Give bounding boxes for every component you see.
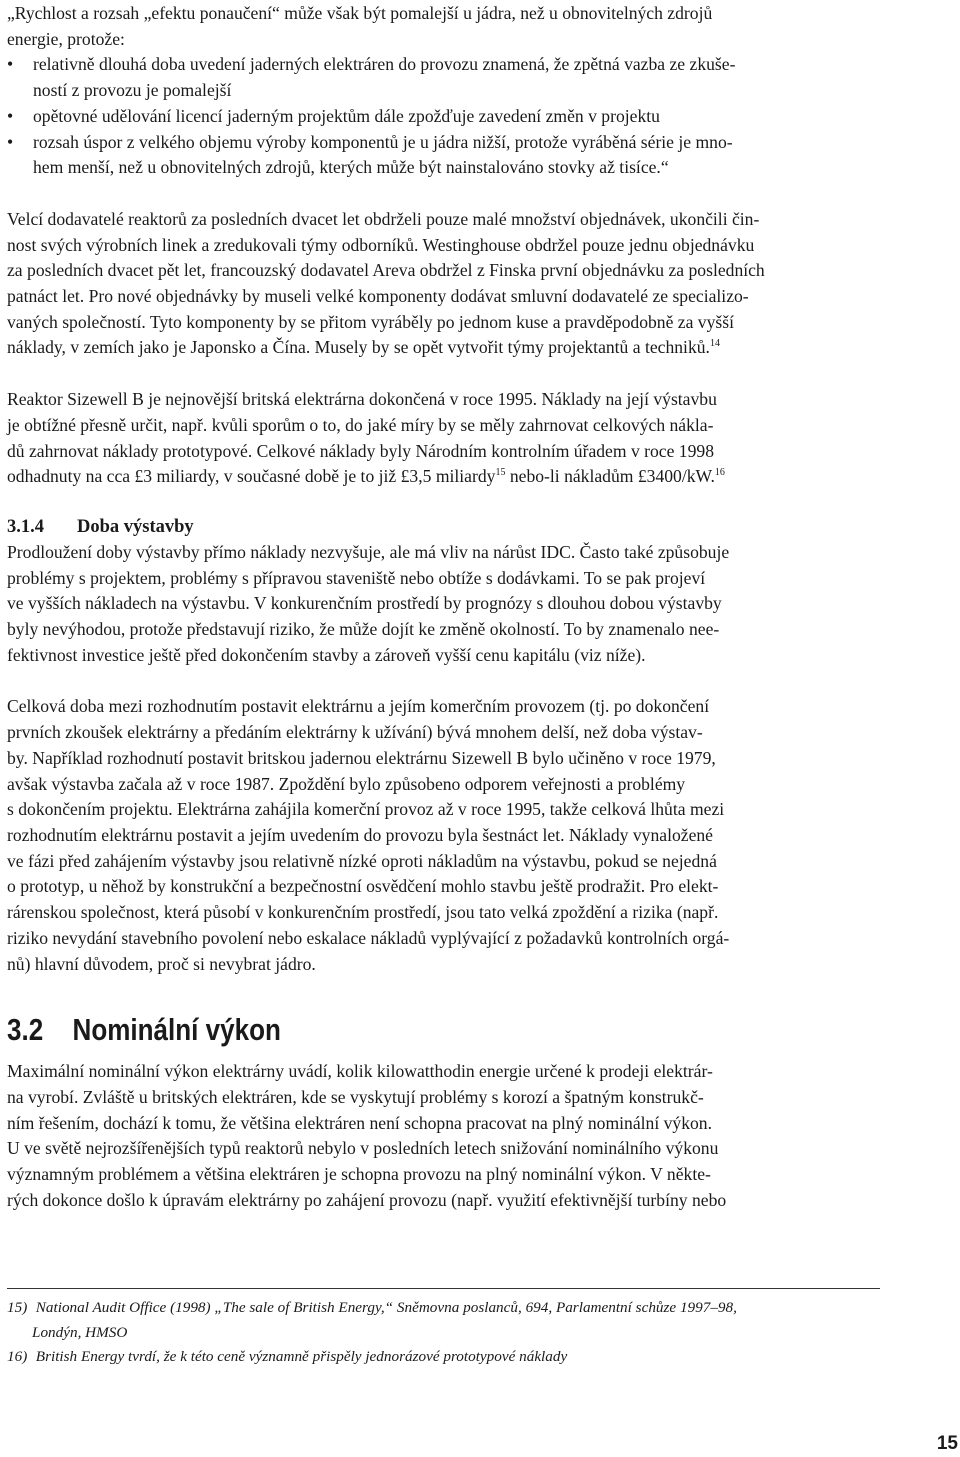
text-line: ním řešením, dochází k tomu, že většina elektráren není schopna pracovat na plný nominální výkon. [7, 1112, 713, 1133]
text-fragment: náklady, v zemích jako je Japonsko a Čína. Musely by se opět vytvořit týmy projektantů a techniků. [7, 337, 710, 358]
text-line: významným problémem a většina elektráren je schopna provozu na plný nominální výkon. V někte- [7, 1164, 711, 1185]
section-number: 3.1.4 [7, 516, 44, 537]
text-line: o prototyp, u něhož by konstrukční a bezpečnostní osvědčení mohlo stavbu ještě prodražit. Pro elekt- [7, 876, 719, 897]
quote-intro: „Rychlost a rozsah „efektu ponaučení“ může však být pomalejší u jádra, než u obnovitelných zdrojů [7, 3, 713, 23]
footnote-ref: 14 [709, 338, 720, 350]
text-line: Maximální nominální výkon elektrárny uvádí, kolik kilowatthodin energie určené k prodeji elektrár- [7, 1061, 713, 1082]
quote-intro-cont: energie, protože: [7, 28, 125, 49]
page-body [7, 0, 883, 1213]
text-line: by. Například rozhodnutí postavit britskou jadernou elektrárnu Sizewell B bylo učiněno v roce 1979, [7, 747, 716, 768]
bullet-text: rozsah úspor z velkého objemu výroby komponentů je u jádra nižší, protože vyráběná série je mno- [33, 131, 733, 152]
footnote-15 [7, 1296, 887, 1321]
footnotes [7, 1296, 887, 1370]
section-title: Nominální výkon [72, 1012, 281, 1048]
footnote-ref-16: 16 [714, 467, 725, 479]
footnote-16 [7, 1345, 887, 1370]
paragraph-sizewell [7, 387, 883, 490]
text-line: nů) hlavní důvodem, proč si nevybrat jádro. [7, 953, 316, 974]
text-fragment: odhadnuty na cca £3 miliardy, v současné době je to již £3,5 miliardy [7, 466, 496, 487]
paragraph-total-time [7, 694, 883, 977]
quote-bullet [7, 104, 883, 130]
text-line: za posledních dvacet pět let, francouzský dodavatel Areva obdržel z Finska první objednávku za posledních [7, 260, 765, 281]
text-line: byly nevýhodou, protože představují riziko, že může dojít ke změně okolností. To by znamenalo nee- [7, 619, 720, 640]
bullet-icon: • [7, 54, 14, 75]
text-line: avšak výstavba začala až v roce 1987. Zpoždění bylo způsobeno odporem veřejnosti a problémy [7, 773, 686, 794]
bullet-text: opětovné udělování licencí jaderným projektům dále zpožďuje zavedení změn v projektu [33, 105, 660, 126]
text-line: na vyrobí. Zvláště u britských elektráren, kde se vyskytují problémy s korozí a špatným konstrukč- [7, 1086, 704, 1107]
footnote-text-cont: Londýn, HMSO [32, 1323, 128, 1341]
section-number: 3.2 [7, 1012, 44, 1048]
bullet-icon: • [7, 131, 14, 152]
text-line: ve vyšších nákladech na výstavbu. V konkurenčním prostředí by prognózy s dlouhou dobou výstavby [7, 593, 722, 614]
section-title: Doba výstavby [77, 516, 194, 537]
text-line: rárenskou společnost, která působí v konkurenčním prostředí, jsou tato velká zpoždění a rizika (např. [7, 902, 719, 923]
text-fragment: nebo-li nákladům £3400/kW. [505, 466, 715, 487]
text-line [7, 464, 883, 490]
paragraph-nominal-power [7, 1059, 883, 1213]
section-heading-3-1-4 [7, 514, 883, 540]
text-line: nost svých výrobních linek a zredukovali týmy odborníků. Westinghouse obdržel pouze jednu objednávku [7, 234, 755, 255]
section-heading-3-2 [7, 1011, 743, 1049]
text-line: je obtížné přesně určit, např. kvůli sporům o to, do jaké míry by se měly zahrnovat celkových nákla- [7, 414, 714, 435]
text-line: U ve světě nejrozšířenějších typů reaktorů nebylo v posledních letech snižování nominálního výkonu [7, 1138, 719, 1159]
text-line: ve fázi před zahájením výstavby jsou relativně nízké oproti nákladům na výstavbu, pokud se nejedná [7, 850, 717, 871]
text-line: rých dokonce došlo k úpravám elektrárny po zahájení provozu (např. využití efektivnější turbíny nebo [7, 1189, 727, 1210]
text-line: fektivnost investice ještě před dokončením stavby a zároveň vyšší cenu kapitálu (viz níže). [7, 644, 646, 665]
text-line: dů zahrnovat náklady prototypové. Celkové náklady byly Národním kontrolním úřadem v roce 1998 [7, 440, 714, 461]
bullet-text-cont: hem menší, než u obnovitelných zdrojů, kterých může být nainstalováno stovky až tisíce.“ [33, 157, 669, 178]
text-line: rozhodnutím elektrárnu postavit a jejím uvedením do provozu byla šestnáct let. Náklady vynaložené [7, 824, 713, 845]
quote-bullet [7, 130, 883, 156]
text-line: prvních zkoušek elektrárny a předáním elektrárny k užívání) bývá mnohem delší, než doba výstav- [7, 722, 703, 743]
text-line: vaných společností. Tyto komponenty by se přitom vyráběly po jednom kuse a pravděpodobně za vyšší [7, 311, 734, 332]
footnote-text: National Audit Office (1998) „The sale of British Energy,“ Sněmovna poslanců, 694, Parlamentní schůze 1997–98, [35, 1299, 737, 1316]
text-line: Celková doba mezi rozhodnutím postavit elektrárnu a jejím komerčním provozem (tj. po dokončení [7, 696, 710, 717]
bullet-text: relativně dlouhá doba uvedení jaderných elektráren do provozu znamená, že zpětná vazba ze zkuše- [33, 54, 736, 75]
paragraph-construction [7, 540, 883, 669]
text-line [7, 335, 883, 361]
page-number: 15 [936, 1433, 958, 1454]
text-line: Velcí dodavatelé reaktorů za posledních dvacet let obdrželi pouze malé množství objednávek, ukončili čin- [7, 208, 760, 229]
paragraph-vendors [7, 207, 883, 361]
footnote-number: 16) [7, 1348, 28, 1365]
text-line: s dokončením projektu. Elektrárna zahájila komerční provoz až v roce 1995, takže celková lhůta mezi [7, 799, 725, 820]
text-line: Reaktor Sizewell B je nejnovější britská elektrárna dokončená v roce 1995. Náklady na její výstavbu [7, 389, 717, 410]
text-line: Prodloužení doby výstavby přímo náklady nezvyšuje, ale má vliv na nárůst IDC. Často také způsobuje [7, 541, 730, 562]
footnote-text: British Energy tvrdí, že k této ceně významně přispěly jednorázové prototypové náklady [35, 1348, 568, 1365]
footnote-ref-15: 15 [495, 467, 506, 479]
footnote-divider [7, 1288, 880, 1289]
footnote-number: 15) [7, 1299, 28, 1316]
text-line: patnáct let. Pro nové objednávky by museli velké komponenty dodávat smluvní dodavatelé ze specializo- [7, 286, 749, 307]
quote-bullet [7, 52, 883, 78]
bullet-text-cont: ností z provozu je pomalejší [33, 80, 232, 101]
text-line: problémy s projektem, problémy s přípravou staveniště nebo obtíže s dodávkami. To se pak projeví [7, 567, 706, 588]
bullet-icon: • [7, 105, 14, 126]
text-line: riziko nevydání stavebního povolení nebo eskalace nákladů vyplývající z požadavků kontrolních orgá- [7, 927, 730, 948]
quote-block [7, 1, 883, 181]
